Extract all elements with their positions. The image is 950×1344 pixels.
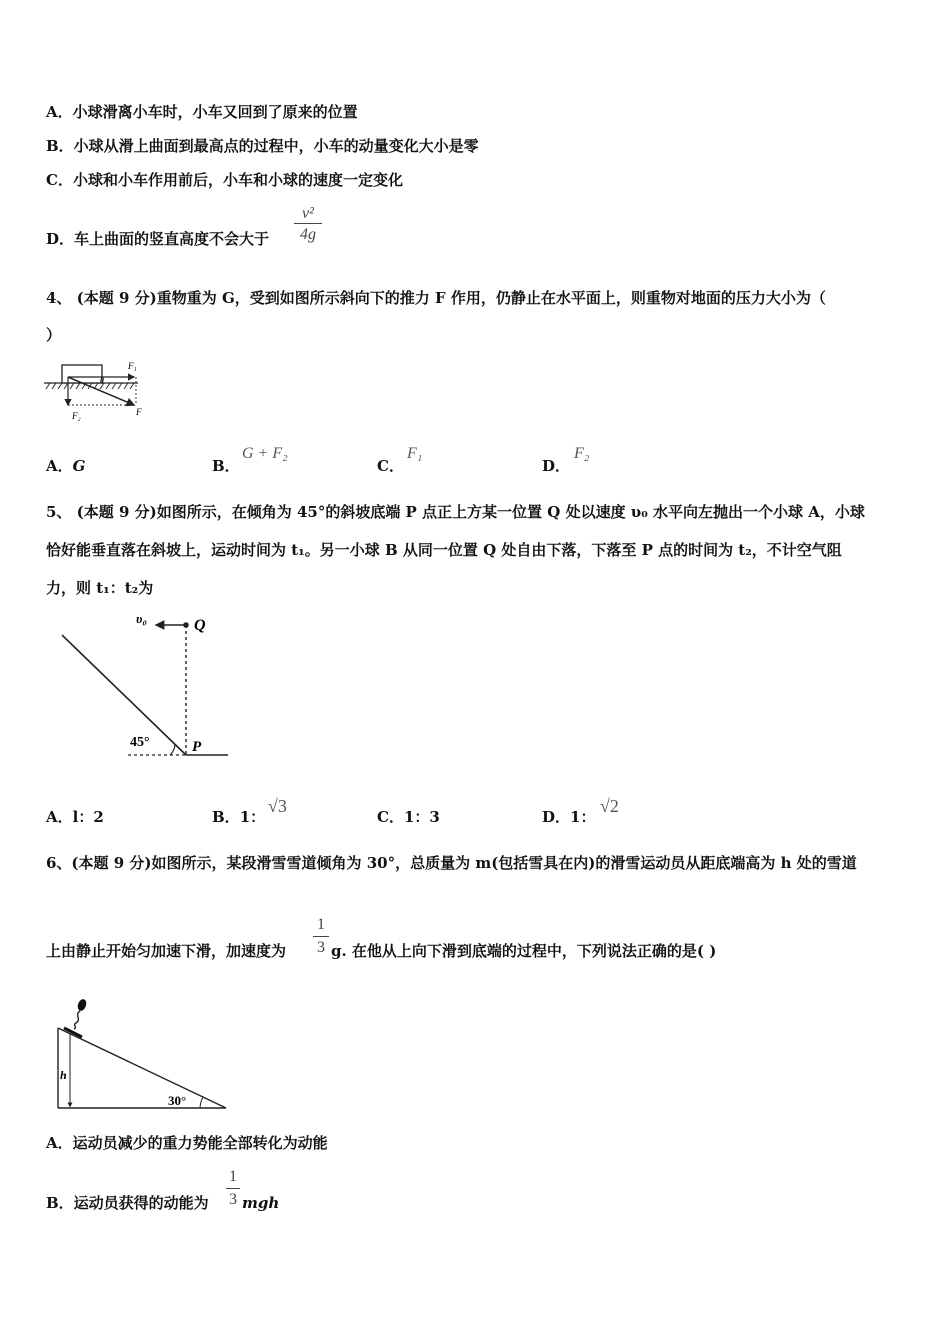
q3-option-c: C．小球和小车作用前后，小车和小球的速度一定变化 — [46, 171, 403, 189]
q5-option-d — [542, 807, 595, 827]
option-label: D． — [542, 808, 571, 826]
angle-arc — [170, 744, 175, 755]
fraction-denominator: 3 — [226, 1188, 240, 1211]
f2-label: F₂ — [72, 411, 81, 421]
q4-stem-line2: ） — [46, 326, 62, 344]
skier-icon — [64, 998, 88, 1037]
option-value: 1： — [239, 808, 266, 826]
q5-option-b-sqrt: √3 — [268, 796, 287, 816]
q3-option-a: A．小球滑离小车时，小车又回到了原来的位置 — [46, 103, 358, 121]
option-value: 1：3 — [403, 808, 440, 826]
q4-option-c-label: C． — [377, 457, 404, 475]
f1-label: F₁ — [128, 361, 137, 371]
q4-figure-block-force — [40, 355, 150, 425]
point-q — [183, 622, 189, 628]
q6-option-b-suffix: mgh — [242, 1194, 280, 1212]
option-value: G — [72, 457, 86, 475]
option-value: 1： — [570, 808, 596, 826]
q4-option-c-value: F₁ — [407, 445, 423, 462]
q4-option-b-value: G + F₂ — [242, 445, 288, 462]
q6-figure-ski-slope — [50, 995, 235, 1115]
q5-option-d-sqrt: √2 — [600, 796, 619, 816]
q6-acceleration-fraction — [313, 914, 329, 959]
v0-label: υ₀ — [136, 611, 147, 626]
option-label: A． — [46, 808, 73, 826]
q3-option-d: D．车上曲面的竖直高度不会大于 — [46, 230, 270, 248]
q5-stem-line3: 力，则 t₁：t₂为 — [46, 579, 154, 597]
q5-option-c — [377, 807, 440, 827]
q4-option-d-value: F₂ — [574, 445, 590, 462]
slope-line — [62, 635, 186, 755]
angle-arc — [200, 1097, 203, 1108]
q4-option-a — [46, 456, 85, 476]
q5-option-a — [46, 807, 104, 827]
fraction-denominator: 4g — [294, 223, 322, 246]
f-label: F — [136, 407, 142, 417]
q5-stem-line2: 恰好能垂直落在斜坡上，运动时间为 t₁。另一小球 B 从同一位置 Q 处自由下落，下落至 P 点的时间为 t₂，不计空气阻 — [46, 541, 842, 559]
option-label: B． — [212, 808, 240, 826]
fraction-numerator: 1 — [317, 916, 325, 933]
fraction-numerator: v² — [302, 205, 314, 222]
theta-label: θ — [100, 376, 104, 385]
q6-option-b-prefix: B．运动员获得的动能为 — [46, 1194, 209, 1212]
angle-label: 45° — [130, 735, 150, 750]
option-value: l：2 — [72, 808, 104, 826]
fraction-denominator: 3 — [313, 936, 329, 959]
h-label: h — [60, 1068, 67, 1082]
angle-label: 30° — [168, 1093, 187, 1108]
option-label: A． — [46, 457, 73, 475]
slope-incline — [58, 1028, 226, 1108]
q6-stem-line1: 6、(本题 9 分)如图所示，某段滑雪雪道倾角为 30°，总质量为 m(包括雪具在内)的滑雪运动员从距底端高为 h 处的雪道 — [46, 854, 857, 872]
option-label: C． — [377, 808, 404, 826]
fraction-numerator: 1 — [229, 1168, 237, 1185]
q3-option-d-fraction — [294, 205, 322, 246]
q6-stem-line2-suffix: g. 在他从上向下滑到底端的过程中，下列说法正确的是( ) — [331, 942, 717, 960]
q6-option-a: A．运动员减少的重力势能全部转化为动能 — [46, 1134, 328, 1152]
q-label: Q — [194, 617, 206, 634]
q5-figure-slope — [40, 605, 240, 765]
q6-option-b-fraction — [226, 1166, 240, 1211]
q5-stem-line1: 5、 (本题 9 分)如图所示，在倾角为 45°的斜坡底端 P 点正上方某一位置 Q 处以速度 υ₀ 水平向左抛出一个小球 A，小球 — [46, 503, 865, 521]
p-label: P — [192, 739, 202, 755]
q6-stem-line2-prefix: 上由静止开始匀加速下滑，加速度为 — [46, 942, 287, 960]
q4-stem-line1: 4、 (本题 9 分)重物重为 G，受到如图所示斜向下的推力 F 作用，仍静止在水平面上，则重物对地面的压力大小为（ — [46, 289, 826, 307]
q5-option-b — [212, 807, 265, 827]
q3-option-b: B．小球从滑上曲面到最高点的过程中，小车的动量变化大小是零 — [46, 137, 479, 155]
q4-option-b-label: B． — [212, 457, 240, 475]
q4-option-d-label: D． — [542, 457, 571, 475]
